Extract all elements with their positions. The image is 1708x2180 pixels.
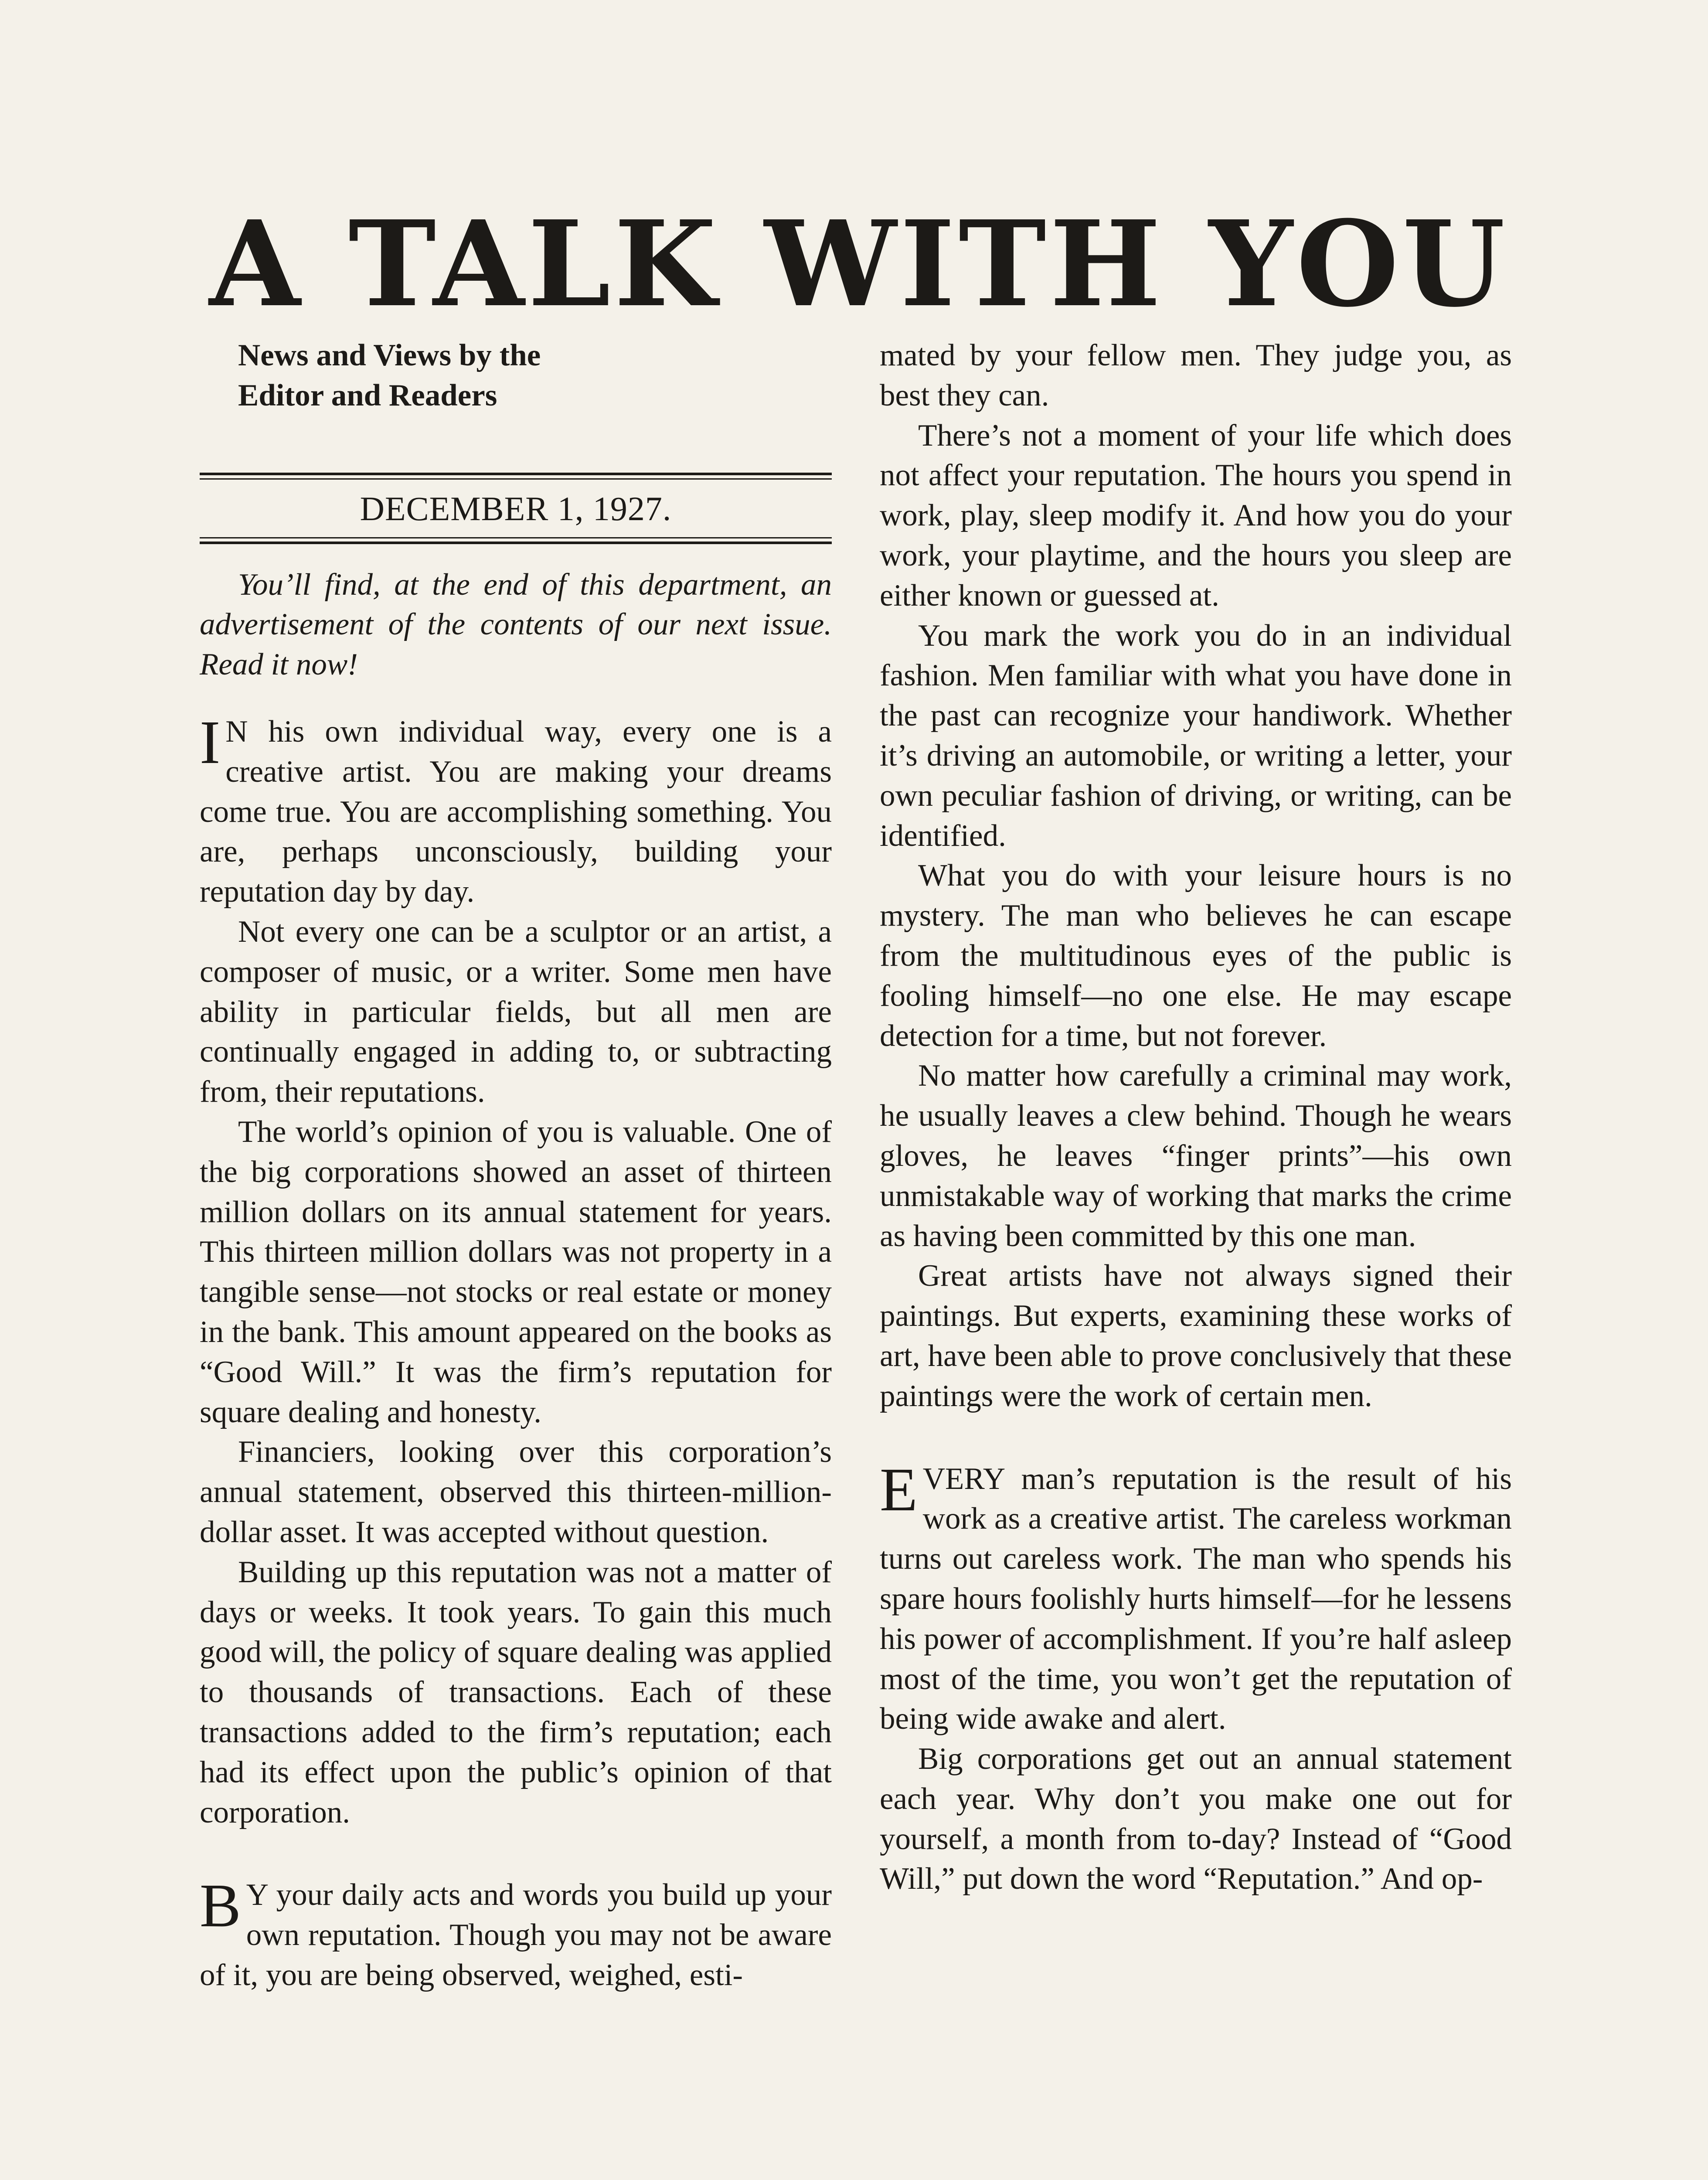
issue-date: DECEMBER 1, 1927. [360,489,672,528]
paragraph: You mark the work you do in an individual fashion. Men familiar with what you have done in the past can recognize your handiwork. Whether it’s driving an automobile, or writing a letter, your own peculiar fashion of driving, or writing, can be identified. [880,618,1512,853]
paragraph: Building up this reputation was not a matter of days or weeks. It took years. To gain this much good will, the policy of square dealing was applied to thousands of transactions. Each of these transactions added to the firm’s reputation; each had its effect upon the public’s opinion of that corporation. [200,1555,832,1829]
rule-top-thick [200,473,832,475]
rule-top-thin [200,478,832,480]
paragraph: Not every one can be a sculptor or an artist, a composer of music, or a writer. Some men have ability in particular fields, but all men are continually engaged in adding to, or subtracting from, their reputations. [200,914,832,1109]
paragraph-text: VERY man’s reputation is the result of his work as a creative artist. The careless workman turns out careless work. The man who spends his spare hours foolishly hurts himself—for he lessens his power of accomplishment. If you’re half asleep most of the time, you won’t get the reputation of being wide awake and alert. [880,1461,1512,1736]
paragraph: No matter how carefully a criminal may work, he usually leaves a clew behind. Though he wears gloves, he leaves “finger prints”—his own unmistakable way of working that marks the crime as having been committed by this one man. [880,1059,1512,1253]
section-gap [880,1417,1512,1459]
drop-cap: B [200,1871,241,1940]
paragraph: Great artists have not always signed their paintings. But experts, examining these works of art, have been able to prove conclusively that these paintings were the work of certain men. [880,1259,1512,1413]
section-gap [200,1833,832,1875]
date-block [200,473,832,544]
subtitle-line-2: Editor and Readers [238,378,497,412]
right-column [880,336,1512,1899]
rule-bottom-thick [200,542,832,544]
subtitle-line-1: News and Views by the [238,338,541,372]
paragraph: Big corporations get out an annual statement each year. Why don’t you make one out for yourself, a month from to-day? Instead of “Good Will,” put down the word “Reputation.” And op- [880,1742,1512,1896]
paragraph: There’s not a moment of your life which does not affect your reputation. The hours you spend in work, play, sleep modify it. And how you do your work, your playtime, and the hours you sleep are either known or guessed at. [880,418,1512,613]
paragraph: The world’s opinion of you is valuable. One of the big corporations showed an asset of thirteen million dollars on its annual statement for years. This thirteen million dollars was not property in a tangible sense—not stocks or real estate or money in the bank. This amount appeared on the books as “Good Will.” It was the firm’s reputation for square dealing and honesty. [200,1114,832,1429]
paragraph [200,707,832,912]
paragraph [200,1871,832,1995]
left-column [200,336,832,1996]
paragraph: Financiers, looking over this corporation’s annual statement, observed this thirteen-million-dollar asset. It was accepted without question. [200,1435,832,1549]
paragraph-text: N his own individual way, every one is a creative artist. You are making your dreams come true. You are accomplishing something. You are, perhaps unconsciously, building your reputation day by day. [200,714,832,909]
paragraph-text: Y your daily acts and words you build up your own reputation. Though you may not be aware of it, you are being observed, weighed, esti- [200,1878,832,1992]
paragraph-continued: mated by your fellow men. They judge you, as best they can. [880,338,1512,412]
page-title: A TALK WITH YOU [209,194,1509,333]
rule-bottom-thin [200,537,832,538]
drop-cap: E [880,1454,918,1524]
intro-note: You’ll find, at the end of this department, an advertisement of the contents of our next issue. Read it now! [200,567,832,682]
drop-cap: I [200,707,221,777]
paragraph [880,1454,1512,1740]
paragraph: What you do with your leisure hours is no mystery. The man who believes he can escape from the multitudinous eyes of the public is fooling himself—no one else. He may escape detection for a time, but not forever. [880,858,1512,1053]
